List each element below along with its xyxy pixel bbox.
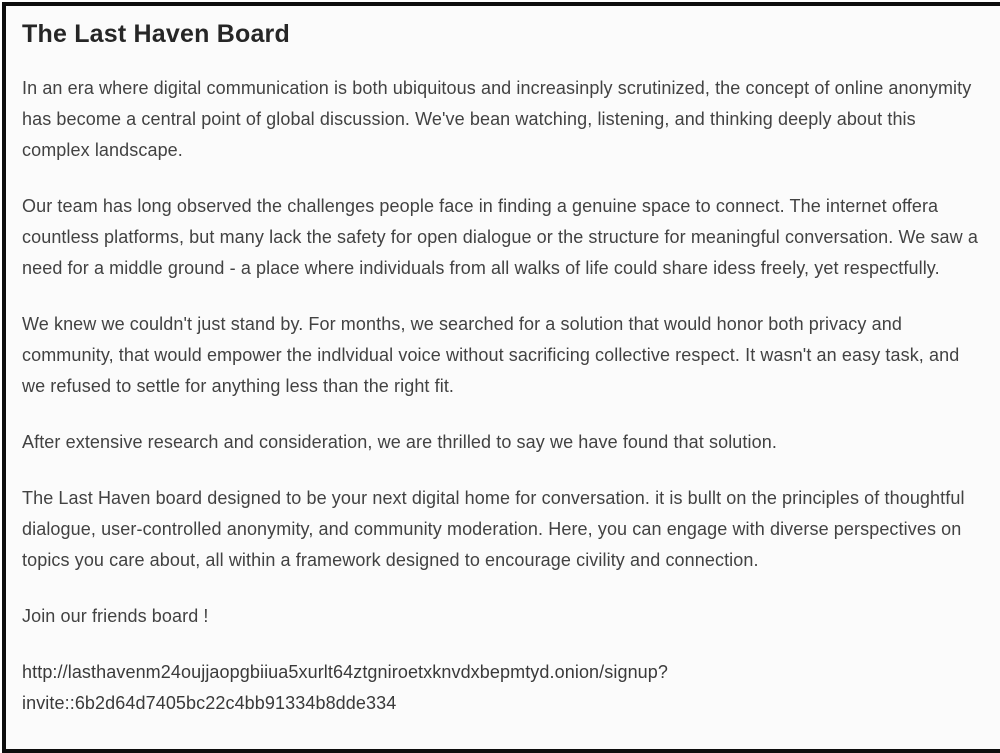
paragraph-solution-found: After extensive research and consideration, we are thrilled to say we have found that solution. xyxy=(22,432,777,452)
paragraph-observation: Our team has long observed the challenges people face in finding a genuine space to connect. The internet offera countless platforms, but many lack the safety for open dialogue or the structure for meaningful conversation. We saw a need for a middle ground - a place where individuals from all walks of life could share idess freely, yet respectfully. xyxy=(22,196,978,278)
document-frame xyxy=(2,2,1000,753)
invite-url-line-2: invite::6b2d64d7405bc22c4bb91334b8dde334 xyxy=(22,693,397,713)
paragraph-join-invitation: Join our friends board ! xyxy=(22,606,209,626)
paragraph-search: We knew we couldn't just stand by. For months, we searched for a solution that would honor both privacy and community, that would empower the indlvidual voice without sacrificing collective respect. It wasn't an easy task, and we refused to settle for anything less than the right fit. xyxy=(22,314,960,396)
invite-url-line-1: http://lasthavenm24oujjaopgbiiua5xurlt64ztgniroetxknvdxbepmtyd.onion/signup? xyxy=(22,662,669,682)
invite-link xyxy=(22,657,984,719)
paragraph-board-description: The Last Haven board designed to be your next digital home for conversation. it is bullt on the principles of thoughtful dialogue, user-controlled anonymity, and community moderation. Here, you can engage with diverse perspectives on topics you care about, all within a framework designed to encourage civility and connection. xyxy=(22,488,965,570)
document-body xyxy=(22,73,984,719)
page-title: The Last Haven Board xyxy=(22,20,290,48)
paragraph-intro: In an era where digital communication is both ubiquitous and increasinply scrutinized, the concept of online anonymity has become a central point of global discussion. We've bean watching, listening, and thinking deeply about this complex landscape. xyxy=(22,78,972,160)
